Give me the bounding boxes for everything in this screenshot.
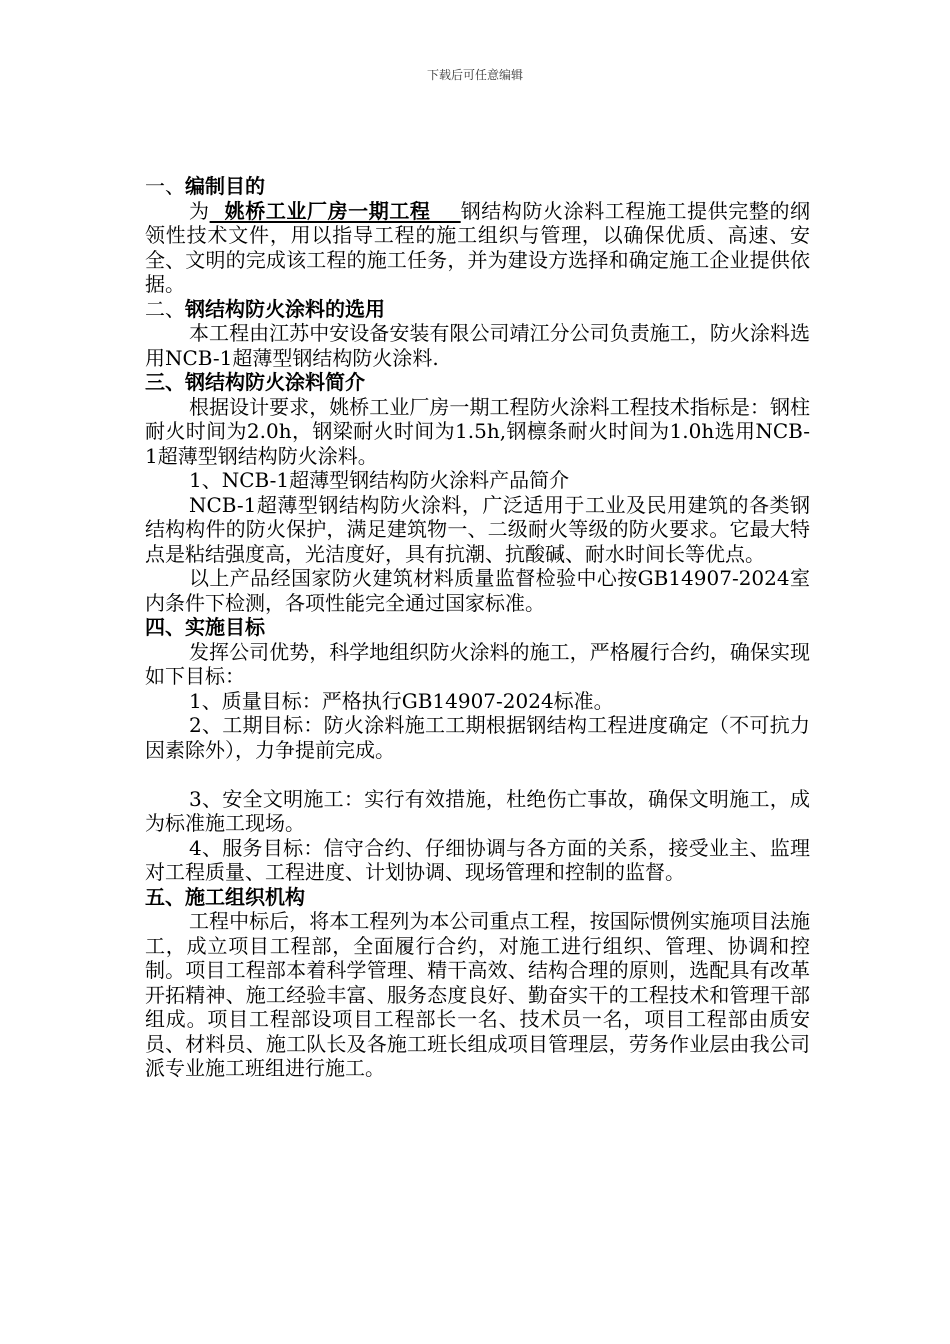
text-prefix: 为 [189,198,210,223]
paragraph-product-intro: NCB-1超薄型钢结构防火涂料，广泛适用于工业及民用建筑的各类钢结构构件的防火保护，满足建筑物一、二级耐火等级的防火要求。它最大特点是粘结强度高，光洁度好，具有抗潮、抗酸碱、耐水时间长等优点。 [145,492,810,566]
section-heading-1 [145,174,810,199]
section-heading-3: 三、钢结构防火涂料简介 [145,370,365,394]
goal-safety: 3、安全文明施工：实行有效措施，杜绝伤亡事故，确保文明施工，成为标准施工现场。 [145,786,810,835]
goal-schedule: 2、工期目标：防火涂料施工工期根据钢结构工程进度确定（不可抗力因素除外），力争提前完成。 [145,713,810,762]
section-number-1: 一、 [145,174,185,198]
section-heading-5: 五、施工组织机构 [145,884,305,909]
section-title-1: 编制目的 [185,174,265,198]
project-name: 姚桥工业厂房一期工程 [209,198,461,223]
goal-service: 4、服务目标：信守合约、仔细协调与各方面的关系，接受业主、监理对工程质量、工程进度、计划协调、现场管理和控制的监督。 [145,835,810,884]
paragraph-requirements: 根据设计要求，姚桥工业厂房一期工程防火涂料工程技术指标是：钢柱耐火时间为2.0h，钢梁耐火时间为1.5h,钢檩条耐火时间为1.0h选用NCB-1超薄型钢结构防火涂料。 [145,394,810,468]
section-heading-2 [145,297,810,322]
paragraph-organization: 工程中标后，将本工程列为本公司重点工程，按国际惯例实施项目法施工，成立项目工程部，全面履行合约，对施工进行组织、管理、协调和控制。项目工程部本着科学管理、精干高效、结构合理的原则，选配具有改革开拓精神、施工经验丰富、服务态度良好、勤奋实干的工程技术和管理干部组成。项目工程部设项目工程部长一名、技术员一名，项目工程部由质安员、材料员、施工队长及各施工班长组成项目管理层，劳务作业层由我公司派专业施工班组进行施工。 [145,909,810,1080]
goal-quality: 1、质量目标：严格执行GB14907-2024标准。 [189,688,614,713]
section-title-2: 钢结构防火涂料的选用 [185,296,385,321]
text-suffix: 钢结构防火涂料工程施工提供完整的纲领性技术文件，用以指导工程的施工组织与管理，以确保优质、高速、安全、文明的完成该工程的施工任务，并为建设方选择和确定施工企业提供依据。 [145,198,811,296]
page-header-note: 下载后可任意编辑 [426,68,523,82]
paragraph-purpose [145,199,810,297]
blank-line [145,762,810,787]
paragraph-goals-intro: 发挥公司优势，科学地组织防火涂料的施工，严格履行合约，确保实现如下目标： [145,639,810,688]
section-heading-4: 四、实施目标 [145,615,265,639]
paragraph-product-heading: 1、NCB-1超薄型钢结构防火涂料产品简介 [189,468,570,492]
document-body [145,174,810,1081]
section-number-2: 二、 [145,296,185,321]
paragraph-testing: 以上产品经国家防火建筑材料质量监督检验中心按GB14907-2024室内条件下检测，各项性能完全通过国家标准。 [145,566,810,615]
paragraph-selection: 本工程由江苏中安设备安装有限公司靖江分公司负责施工，防火涂料选用NCB-1超薄型钢结构防火涂料. [145,321,810,370]
